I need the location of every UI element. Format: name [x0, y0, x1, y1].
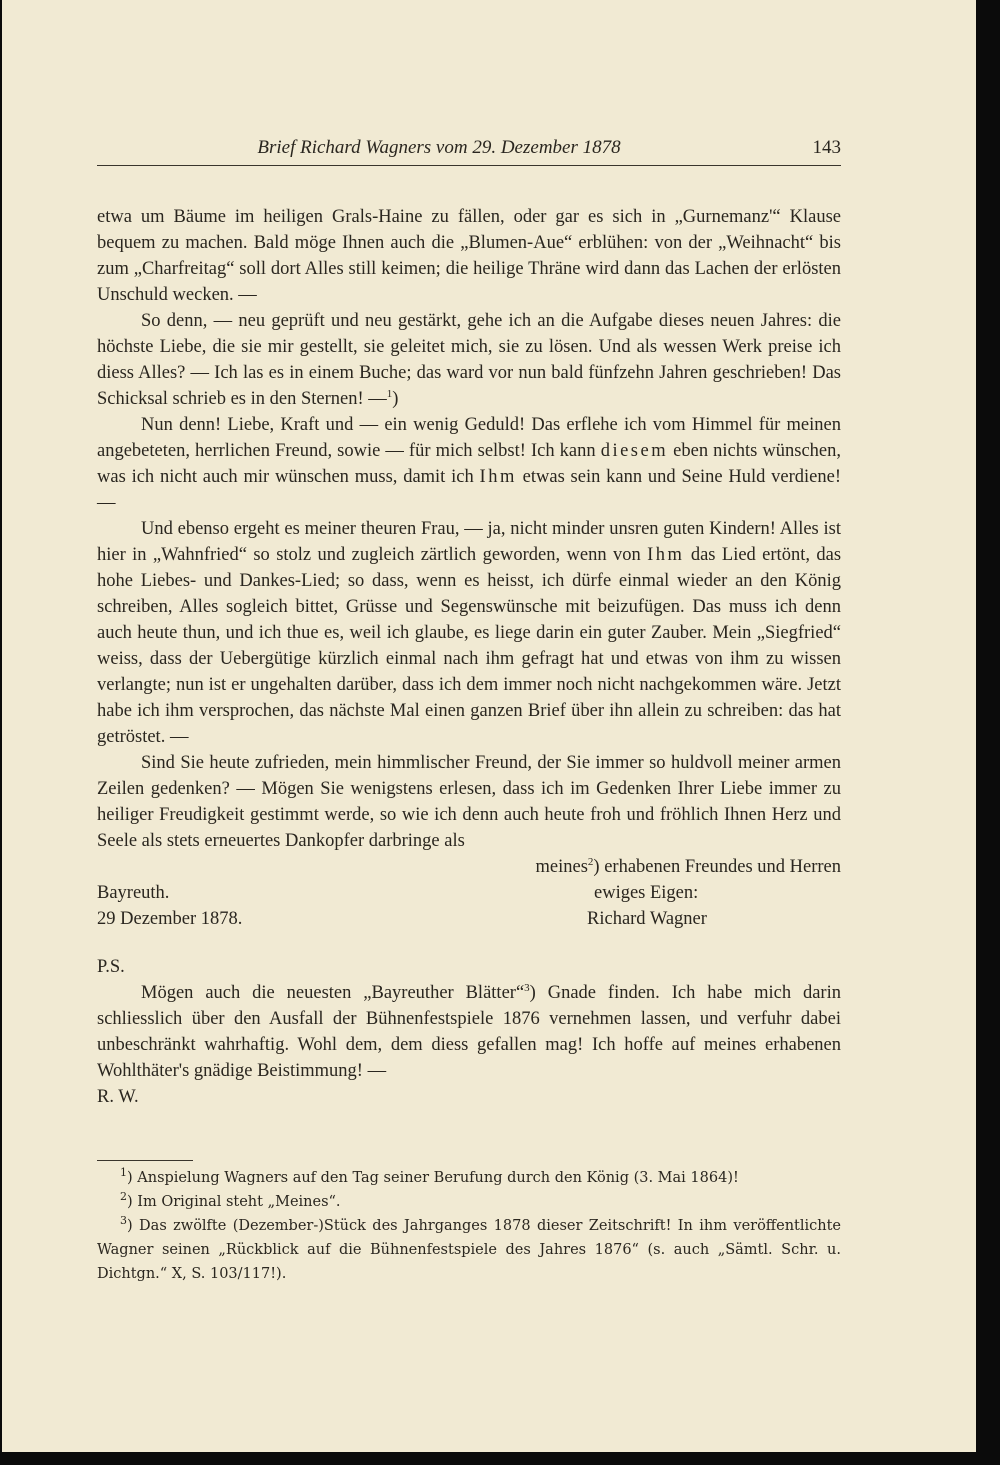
signature-name: Richard Wagner — [587, 909, 707, 929]
signature-eigen: ewiges Eigen: — [594, 883, 699, 903]
footnote-1 — [97, 1166, 841, 1190]
footnote-rule — [97, 1160, 193, 1161]
footnote-ref-3: 3 — [524, 981, 530, 994]
paragraph-2-text: So denn, — neu geprüft und neu gestärkt, gehe ich an die Aufgabe dieses neuen Jahres: die höchste Liebe, die sie mir gestellt, sie geleitet mich, sie zu lösen. Und als wessen Werk preise ich diess Alles? — Ich las es in einem Buche; das ward vor nun bald fünfzehn Jahren geschrieben! Das Schicksal schrieb es in den Sternen! — — [97, 311, 841, 409]
running-header — [97, 135, 841, 166]
footnote-2 — [97, 1190, 841, 1214]
footnote-2-text: ) Im Original steht „Meines“. — [127, 1194, 341, 1210]
paragraph-4-text-a: Und ebenso ergeht es meiner theuren Frau, — ja, nicht minder unsren guten Kindern! Alles ist hier in „Wahnfried“ so stolz und zugleich zärtlich geworden, wenn von — [97, 519, 841, 565]
spaced-ihm-2: Ihm — [647, 545, 685, 565]
spaced-ihm: Ihm — [479, 467, 517, 487]
footnote-3-mark: 3 — [120, 1214, 127, 1228]
footnote-ref-2: 2 — [587, 855, 594, 868]
letter-body — [97, 204, 841, 1110]
paragraph-5: Sind Sie heute zufrieden, mein himmlischer Freund, der Sie immer so huldvoll meiner armen Zeilen gedenken? — Mögen Sie wenigstens erlesen, dass ich im Gedenken Ihrer Liebe immer zu heiliger Freudigkeit gestimmt werde, so wie ich denn auch heute froh und fröhlich Ihnen Herz und Seele als stets erneuertes Dankopfer darbringe als — [97, 753, 841, 851]
spaced-diesem: diesem — [600, 441, 669, 461]
signature-place: Bayreuth. — [97, 883, 170, 903]
footnotes — [97, 1166, 841, 1286]
footnote-1-text: ) Anspielung Wagners auf den Tag seiner Berufung durch den König (3. Mai 1864)! — [127, 1170, 739, 1186]
postscript-initials: R. W. — [97, 1087, 139, 1107]
book-page — [2, 0, 976, 1452]
header-title: Brief Richard Wagners vom 29. Dezember 1878 — [257, 137, 621, 158]
paragraph-3-text-a: Nun denn! Liebe, Kraft und — ein wenig Geduld! Das erflehe ich vom Himmel für meinen angebeteten, herrlichen Freund, sowie — für mich selbst! Ich kann — [97, 415, 841, 461]
footnote-1-mark: 1 — [120, 1166, 127, 1180]
postscript-text — [97, 980, 841, 1084]
paragraph-4 — [97, 516, 841, 750]
footnote-ref-1: 1 — [386, 387, 393, 400]
paragraph-3 — [97, 412, 841, 516]
footnote-2-mark: 2 — [120, 1190, 127, 1204]
signature-line-1-rest: ) erhabenen Freundes und Herren — [593, 857, 841, 877]
footnote-3-text: ) Das zwölfte (Dezember-)Stück des Jahrganges 1878 dieser Zeitschrift! In ihm veröffentlichte Wagner seinen „Rückblick auf die Bühnenfestspiele des Jahres 1876“ (s. auch „Sämtl. Schr. u. Dichtgn.“ X, S. 103/117!). — [97, 1218, 841, 1282]
signature-date: 29 Dezember 1878. — [97, 909, 243, 929]
paragraph-3-text-b: eben nichts wünschen, was ich nicht auch mir wünschen muss, damit ich — [97, 441, 841, 487]
signature-line-1 — [536, 854, 842, 880]
postscript-text-a: Mögen auch die neuesten „Bayreuther Blätter“ — [141, 983, 525, 1003]
paragraph-2-close: ) — [392, 389, 399, 409]
footnote-3 — [97, 1214, 841, 1286]
paragraph-4-text-b: das Lied ertönt, das hohe Liebes- und Dankes-Lied; so dass, wenn es heisst, ich dürfe einmal wieder an den König schreiben, Alles sogleich bittet, Grüsse und Segenswünsche mit beizufügen. Das muss ich denn auch heute thun, und ich thue es, weil ich glaube, es liege darin ein guter Zauber. Mein „Siegfried“ weiss, dass der Uebergütige kürzlich einmal nach ihm gefragt hat und etwas von ihm zu wissen verlangte; nun ist er ungehalten darüber, dass ich dem immer noch nicht nachgekommen wäre. Jetzt habe ich ihm versprochen, das nächste Mal einen ganzen Brief über ihn allein zu schreiben: das hat getröstet. — — [97, 545, 842, 747]
paragraph-3-text-c: etwas sein kann und Seine Huld verdiene! — — [97, 467, 841, 513]
signature-meines: meines — [535, 857, 588, 877]
paragraph-1: etwa um Bäume im heiligen Grals-Haine zu fällen, oder gar es sich in „Gurnemanz'“ Klause bequem zu machen. Bald möge Ihnen auch die „Blumen-Aue“ erblühen: von der „Weihnacht“ bis zum „Charfreitag“ soll dort Alles still keimen; die heilige Thräne wird dann das Lachen der erlösten Unschuld wecken. — — [97, 207, 841, 305]
page-number: 143 — [812, 137, 841, 158]
signature-block — [97, 854, 841, 932]
paragraph-2 — [97, 308, 841, 412]
postscript-label: P.S. — [97, 957, 125, 977]
postscript-text-b: ) Gnade finden. Ich habe mich darin schliesslich über den Ausfall der Bühnenfestspiele 1876 vernehmen lassen, und verfuhr dabei unbeschränkt wahrhaftig. Wohl dem, dem diess gefallen mag! Ich hoffe auf meines erhabenen Wohlthäter's gnädige Beistimmung! — — [97, 983, 841, 1081]
